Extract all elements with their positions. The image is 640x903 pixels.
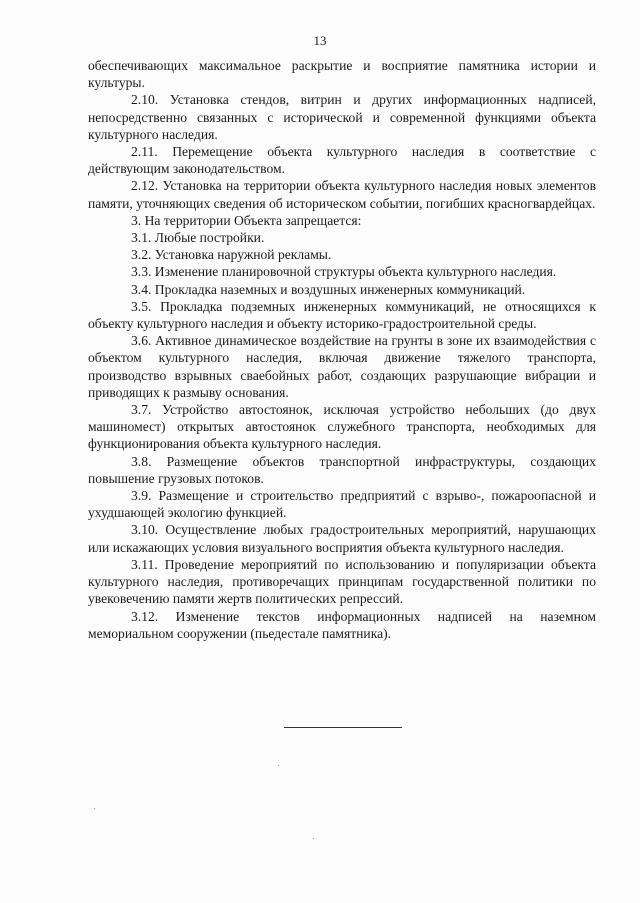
paragraph-3-3: 3.3. Изменение планировочной структуры объекта культурного наследия. (131, 264, 557, 280)
paragraph-3-11: 3.11. Проведение мероприятий по использованию и популяризации объекта культурного наследия, противоречащих принципам государственной политики по увековечению памяти жертв политических репрессий. (88, 556, 596, 607)
paragraph-3-5: 3.5. Прокладка подземных инженерных коммуникаций, не относящихся к объекту культурного наследия и объекту историко-градостроительной среды. (88, 298, 596, 332)
paragraph-3-2: 3.2. Установка наружной рекламы. (131, 247, 332, 263)
paragraph-3-12: 3.12. Изменение текстов информационных надписей на наземном мемориальном сооружении (пьедестале памятника). (88, 608, 596, 641)
paragraph-3-heading: 3. На территории Объекта запрещается: (131, 212, 362, 228)
paragraph-3-9: 3.9. Размещение и строительство предприятий с взрыво-, пожароопасной и ухудшающей экологию функцией. (88, 488, 596, 521)
paragraph-3-10: 3.10. Осуществление любых градостроительных мероприятий, нарушающих или искажающих условия визуального восприятия объекта культурного наследия. (88, 522, 596, 555)
paragraph-3-7: 3.7. Устройство автостоянок, исключая устройство небольших (до двух машиномест) открытых автостоянок служебного транспорта, необходимых для функционирования объекта культурного наследия. (88, 402, 596, 452)
paragraph-3-6: 3.6. Активное динамическое воздействие на грунты в зоне их взаимодействия с объектом культурного наследия, включая движение тяжелого транспорта, производство взрывных свaебойных работ, создающих разрушающие вибрации и приводящих к размыву основания. (88, 333, 596, 400)
scan-speck (94, 808, 95, 809)
scan-speck (313, 838, 314, 839)
end-separator-line (284, 727, 402, 728)
paragraph-continuation: обеспечивающих максимальное раскрытие и восприятие памятника истории и культуры. (88, 58, 596, 91)
paragraph-2-11: 2.11. Перемещение объекта культурного наследия в соответствие с действующим законодательством. (88, 144, 596, 177)
page-number: 13 (313, 33, 327, 48)
document-body (88, 57, 596, 642)
paragraph-2-12: 2.12. Установка на территории объекта культурного наследия новых элементов памяти, уточняющих сведения об историческом событии, погибших красногвардейцах. (88, 178, 596, 211)
paragraph-2-10: 2.10. Установка стендов, витрин и других информационных надписей, непосредственно связанных с исторической и современной функциями объекта культурного наследия. (88, 92, 596, 142)
paragraph-3-8: 3.8. Размещение объектов транспортной инфраструктуры, создающих повышение грузовых потоков. (88, 453, 596, 486)
scan-speck (278, 765, 279, 766)
paragraph-3-4: 3.4. Прокладка наземных и воздушных инженерных коммуникаций. (131, 281, 526, 297)
paragraph-3-1: 3.1. Любые постройки. (131, 230, 265, 246)
